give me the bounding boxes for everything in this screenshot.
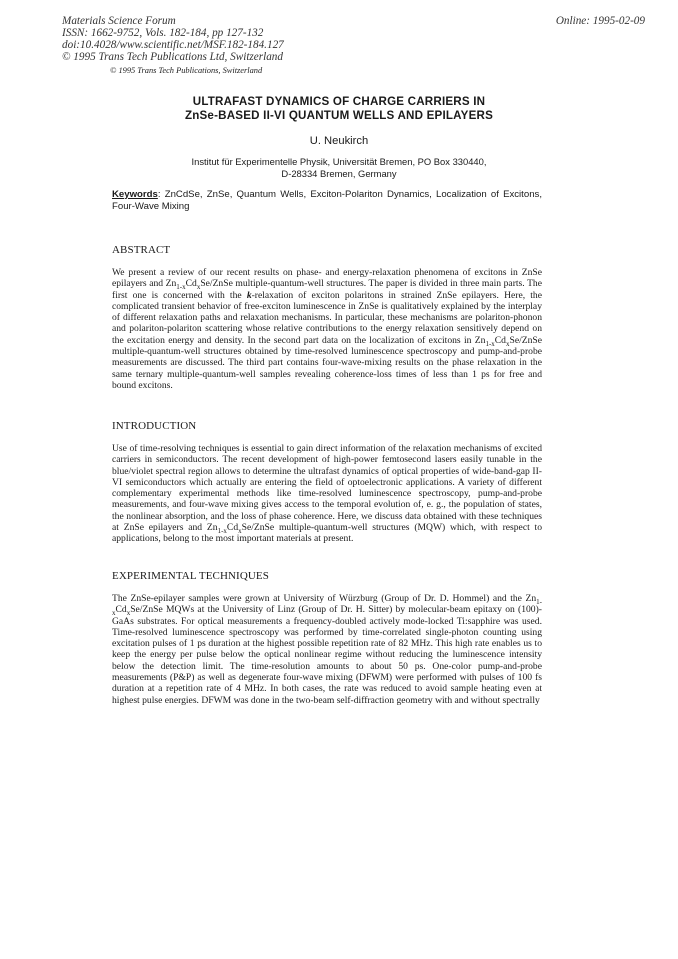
journal-name: Materials Science Forum bbox=[62, 15, 176, 27]
affiliation-line-2: D-28334 Bremen, Germany bbox=[281, 168, 397, 179]
keywords-label: Keywords bbox=[112, 189, 158, 200]
introduction-paragraph: Use of time-resolving techniques is essential to gain direct information of the relaxation mechanisms of excited carriers in semiconductors. The recent development of high-power femtosecond lasers easily tunable in the blue/violet spectral region allows to determine the ultrafast dynamics of optical properties of wide-band-gap II-VI semiconductors which actually are entering the field of optoelectronic applications. A variety of different complementary experimental methods like time-resolved luminescence spectroscopy, pump-and-probe measurements, and four-wave mixing gives access to the temporal evolution of, e. g., the population of states, the nonlinear absorption, and the loss of phase coherence. Here, we discuss data obtained with these techniques at ZnSe epilayers and $Zn_{1-x}Cd_xSe$/ZnSe multiple-quantum-well structures (MQW) which, with respect to applications, belong to the most important materials at present. bbox=[112, 443, 543, 545]
online-date: Online: 1995-02-09 bbox=[555, 15, 645, 27]
copyright-line: © 1995 Trans Tech Publications Ltd, Switzerland bbox=[62, 51, 283, 63]
issn-line: ISSN: 1662-9752, Vols. 182-184, pp 127-132 bbox=[62, 27, 264, 39]
doi-line[interactable]: doi:10.4028/www.scientific.net/MSF.182-184.127 bbox=[62, 39, 284, 51]
title-line-1: ULTRAFAST DYNAMICS OF CHARGE CARRIERS IN bbox=[192, 95, 486, 108]
introduction-heading: INTRODUCTION bbox=[112, 420, 197, 432]
author: U. Neukirch bbox=[309, 135, 369, 147]
experimental-heading: EXPERIMENTAL TECHNIQUES bbox=[112, 570, 269, 582]
affiliation bbox=[120, 156, 558, 180]
journal-header bbox=[62, 15, 362, 63]
small-copyright: © 1995 Trans Tech Publications, Switzerland bbox=[110, 66, 263, 75]
keywords-text: ZnCdSe, ZnSe, Quantum Wells, Exciton-Polariton Dynamics, Localization of Excitons, Four-Wave Mixing bbox=[112, 189, 542, 212]
abstract-paragraph: We present a review of our recent results on phase- and energy-relaxation phenomena of excitons in ZnSe epilayers and $Zn_{1-x}Cd_xSe$/ZnSe multiple-quantum-well structures. The paper is divided in three main parts. The first one is concerned with the k-relaxation of exciton polaritons in strained ZnSe epilayers. Here, the complicated transient behavior of free-exciton luminescence in ZnSe is qualitatively explained by the interplay of different relaxation paths and relaxation mechanisms. In particular, these mechanisms are polariton-phonon and polariton-polariton scattering whose relative contributions to the energy relaxation sensitively depend on the excitation energy and density. In the second part data on the localization of excitons in $Zn_{1-x}Cd_xSe$/ZnSe multiple-quantum-well structures obtained by time-resolved luminescence spectroscopy and pump-and-probe measurements are discussed. The third part contains four-wave-mixing results on the phase relaxation in the same ternary multiple-quantum-well samples revealing coherence-loss times of less than 1 ps for free and bound excitons. bbox=[112, 267, 542, 391]
affiliation-line-1: Institut für Experimentelle Physik, Universität Bremen, PO Box 330440, bbox=[191, 156, 487, 167]
title-line-2: ZnSe-BASED II-VI QUANTUM WELLS AND EPILAYERS bbox=[184, 109, 494, 122]
abstract-heading: ABSTRACT bbox=[112, 244, 171, 256]
keywords: Keywords: ZnCdSe, ZnSe, Quantum Wells, Exciton-Polariton Dynamics, Localization of Excitons, Four-Wave Mixing bbox=[112, 189, 542, 212]
experimental-paragraph: The ZnSe-epilayer samples were grown at University of Würzburg (Group of Dr. D. Hommel) and the $Zn_{1-x}Cd_xSe$/ZnSe MQWs at the University of Linz (Group of Dr. H. Sitter) by molecular-beam epitaxy on (100)-GaAs substrates. For optical measurements a frequency-doubled actively mode-locked Ti:sapphire was used. Time-resolved luminescence spectroscopy was performed by time-correlated single-photon counting using excitation pulses of 1 ps duration at the highest possible repetition rate of 82 MHz. This high rate enables us to keep the energy per pulse below the optical nonlinear regime without reducing the luminescence intensity below the detection limit. The time-resolution amounts to about 50 ps. One-color pump-and-probe measurements (P&P) as well as degenerate four-wave mixing (DFWM) were performed with pulses of 100 fs duration at a repetition rate of 4 MHz. In both cases, the rate was reduced to avoid sample heating even at highest pulse energies. DFWM was done in the two-beam self-diffraction geometry with and without spectrally bbox=[112, 593, 542, 706]
paper-title bbox=[100, 95, 578, 123]
